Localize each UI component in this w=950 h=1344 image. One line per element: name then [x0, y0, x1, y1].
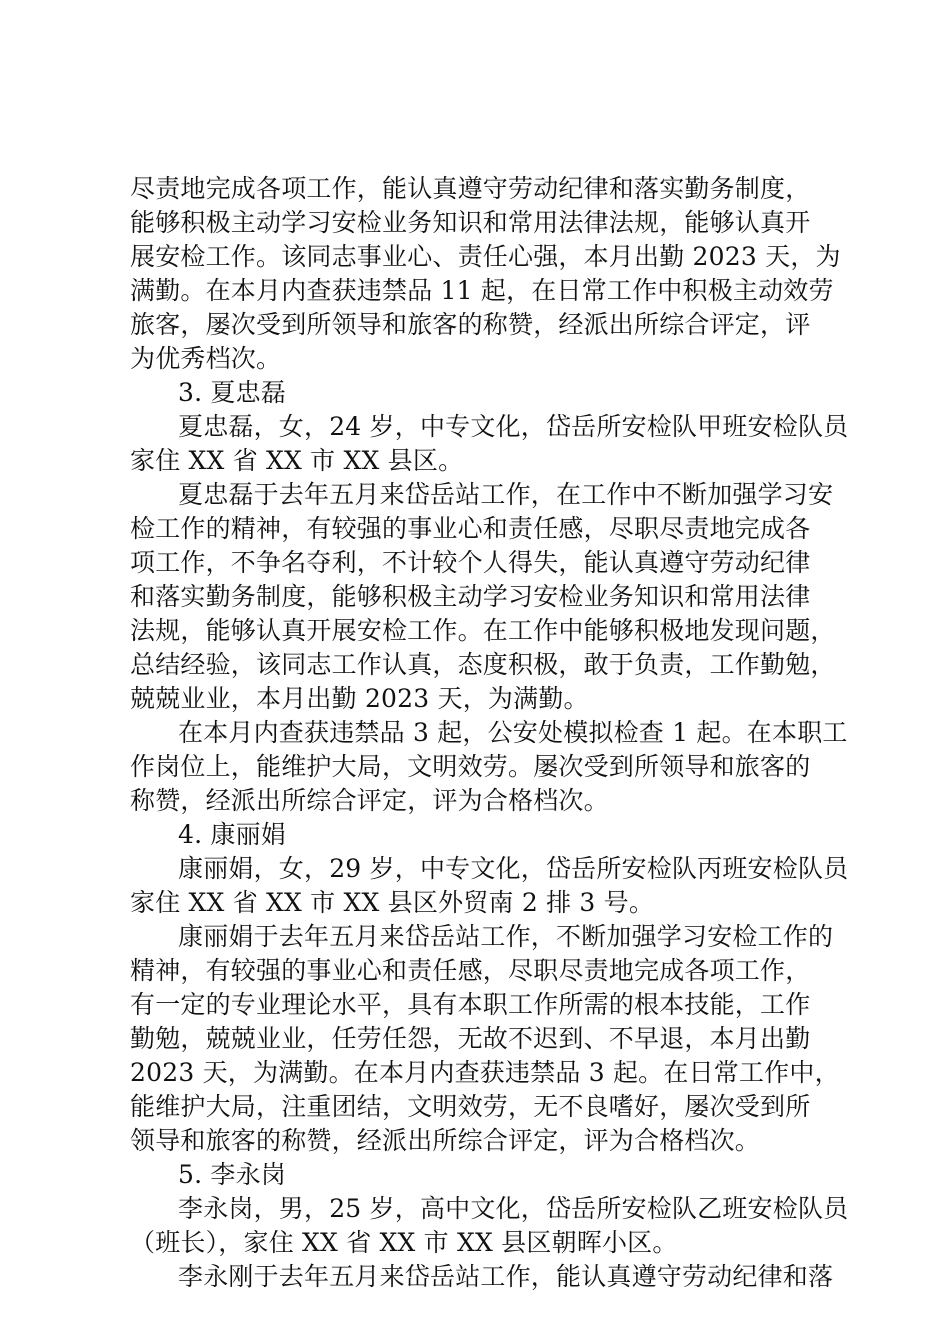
body-text-line: 康丽娟于去年五月来岱岳站工作，不断加强学习安检工作的	[178, 922, 834, 951]
body-text-line: 在本月内查获违禁品 3 起，公安处模拟检查 1 起。在本职工	[178, 718, 848, 747]
body-text-line: 为优秀档次。	[130, 344, 282, 373]
body-text-line: 2023 天，为满勤。在本月内查获违禁品 3 起。在日常工作中，	[130, 1058, 840, 1087]
body-text-line: 李永岗，男，25 岁，高中文化，岱岳所安检队乙班安检队员	[178, 1194, 849, 1223]
body-text-line: 作岗位上，能维护大局，文明效劳。屡次受到所领导和旅客的	[130, 752, 811, 781]
body-text-line: 和落实勤务制度，能够积极主动学习安检业务知识和常用法律	[130, 582, 811, 611]
body-text-line: 家住 XX 省 XX 市 XX 县区。	[130, 446, 464, 475]
body-text-line: 称赞，经派出所综合评定，评为合格档次。	[130, 786, 609, 815]
body-text-line: 能维护大局，注重团结，文明效劳，无不良嗜好，屡次受到所	[130, 1092, 811, 1121]
section-heading: 3. 夏忠磊	[178, 378, 286, 407]
section-heading: 5. 李永岗	[178, 1160, 286, 1189]
body-text-line: 康丽娟，女，29 岁，中专文化，岱岳所安检队丙班安检队员	[178, 854, 849, 883]
section-heading: 4. 康丽娟	[178, 820, 286, 849]
body-text-line: 旅客，屡次受到所领导和旅客的称赞，经派出所综合评定，评	[130, 310, 811, 339]
body-text-line: 勤勉，兢兢业业，任劳任怨，无故不迟到、不早退，本月出勤	[130, 1024, 811, 1053]
body-text-line: 兢兢业业，本月出勤 2023 天，为满勤。	[130, 684, 589, 713]
body-text-line: 李永刚于去年五月来岱岳站工作，能认真遵守劳动纪律和落	[178, 1262, 834, 1291]
body-text-line: 展安检工作。该同志事业心、责任心强，本月出勤 2023 天，为	[130, 242, 841, 271]
body-text-line: 项工作，不争名夺利，不计较个人得失，能认真遵守劳动纪律	[130, 548, 811, 577]
body-text-line: 能够积极主动学习安检业务知识和常用法律法规，能够认真开	[130, 208, 811, 237]
body-text-line: 家住 XX 省 XX 市 XX 县区外贸南 2 排 3 号。	[130, 888, 655, 917]
body-text-line: 夏忠磊，女，24 岁，中专文化，岱岳所安检队甲班安检队员	[178, 412, 849, 441]
body-text-line: 检工作的精神，有较强的事业心和责任感，尽职尽责地完成各	[130, 514, 811, 543]
body-text-line: 满勤。在本月内查获违禁品 11 起，在日常工作中积极主动效劳	[130, 276, 834, 305]
body-text-line: 精神，有较强的事业心和责任感，尽职尽责地完成各项工作，	[130, 956, 811, 985]
body-text-line: 有一定的专业理论水平，具有本职工作所需的根本技能，工作	[130, 990, 811, 1019]
body-text-line: （班长），家住 XX 省 XX 市 XX 县区朝晖小区。	[130, 1228, 678, 1257]
body-text-line: 法规，能够认真开展安检工作。在工作中能够积极地发现问题，	[130, 616, 836, 645]
body-text-line: 夏忠磊于去年五月来岱岳站工作，在工作中不断加强学习安	[178, 480, 834, 509]
body-text-line: 总结经验，该同志工作认真，态度积极，敢于负责，工作勤勉，	[130, 650, 836, 679]
body-text-line: 尽责地完成各项工作，能认真遵守劳动纪律和落实勤务制度，	[130, 174, 811, 203]
body-text-line: 领导和旅客的称赞，经派出所综合评定，评为合格档次。	[130, 1126, 761, 1155]
